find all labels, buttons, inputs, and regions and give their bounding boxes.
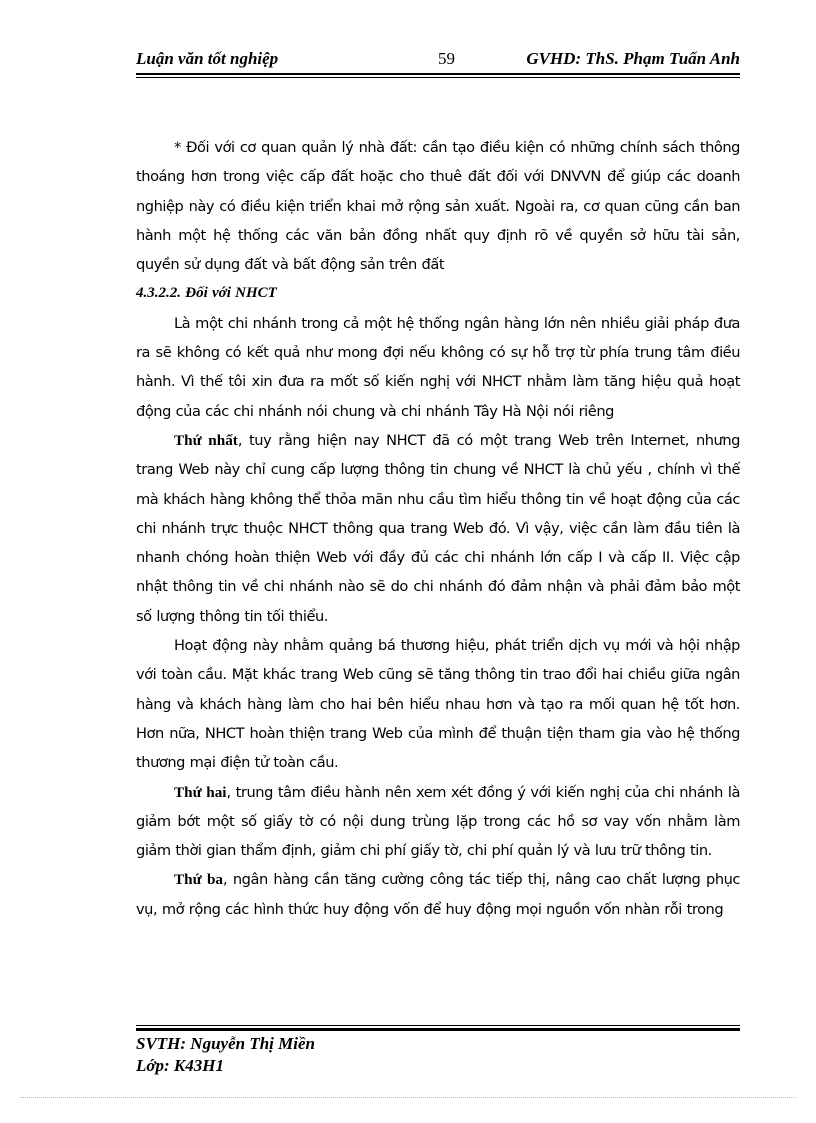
footer-rule-thick	[136, 1028, 740, 1031]
document-body	[136, 133, 740, 924]
page-edge-dotted-line	[20, 1097, 796, 1098]
lead-third: Thứ ba	[174, 871, 223, 889]
class-code: Lớp: K43H1	[136, 1056, 224, 1075]
section-heading: 4.3.2.2. Đối với NHCT	[136, 285, 277, 302]
thesis-title: Luận văn tốt nghiệp	[136, 49, 279, 68]
paragraph-second-text: , trung tâm điều hành nên xem xét đồng ý với kiến nghị của chi nhánh là giảm bớt một số giấy tờ có nội dung trùng lặp trong các hồ sơ vay vốn nhằm làm giảm thời gian thẩm định, giảm chi phí giấy tờ, chi phí quản lý và lưu trữ thông tin.	[136, 783, 740, 860]
student-name: SVTH: Nguyễn Thị Miền	[136, 1034, 315, 1053]
supervisor: GVHD: ThS. Phạm Tuấn Anh	[526, 49, 740, 68]
paragraph-land-agency: * Đối với cơ quan quản lý nhà đất: cần tạo điều kiện có những chính sách thông thoáng hơn trong việc cấp đất hoặc cho thuê đất đối với DNVVN để giúp các doanh nghiệp này có điều kiện triển khai mở rộng sản xuất. Ngoài ra, cơ quan cũng cần ban hành một hệ thống các văn bản đồng nhất quy định rõ về quyền sở hữu tài sản, quyền sử dụng đất và bất động sản trên đất	[136, 139, 740, 274]
paragraph-intro: Là một chi nhánh trong cả một hệ thống ngân hàng lớn nên nhiều giải pháp đưa ra sẽ không có kết quả như mong đợi nếu không có sự hỗ trợ từ phía trung tâm điều hành. Vì thế tôi xin đưa ra mốt số kiến nghị với NHCT nhằm làm tăng hiệu quả hoạt động của các chi nhánh nói chung và chi nhánh Tây Hà Nội nói riêng	[136, 314, 740, 420]
paragraph-activity: Hoạt động này nhằm quảng bá thương hiệu, phát triển dịch vụ mới và hội nhập với toàn cầu. Mặt khác trang Web cũng sẽ tăng thông tin trao đổi hai chiều giữa ngân hàng và khách hàng làm cho hai bên hiểu nhau hơn và tạo ra mối quan hệ tốt hơn. Hơn nữa, NHCT hoàn thiện trang Web của mình để thuận tiện tham gia vào hệ thống thương mại điện tử toàn cầu.	[136, 637, 740, 772]
footer-rule-thin	[136, 1025, 740, 1026]
paragraph-first-text: , tuy rằng hiện nay NHCT đã có một trang Web trên Internet, nhưng trang Web này chỉ cung cấp lượng thông tin chung về NHCT là chủ yếu , chính vì thế mà khách hàng không thể thỏa mãn nhu cầu tìm hiểu thông tin về hoạt động của các chi nhánh trực thuộc NHCT thông qua trang Web đó. Vì vậy, việc cần làm đầu tiên là nhanh chóng hoàn thiện Web với đầy đủ các chi nhánh lớn cấp I và cấp II. Việc cập nhật thông tin về chi nhánh nào sẽ do chi nhánh đó đảm nhận và phải đảm bảo một số lượng thông tin tối thiểu.	[136, 431, 740, 625]
paragraph-second	[136, 778, 740, 866]
page-footer	[136, 1033, 315, 1077]
lead-first: Thứ nhất	[174, 431, 238, 449]
lead-second: Thứ hai	[174, 783, 227, 801]
header-rule-thin	[136, 77, 740, 78]
page-header	[136, 48, 740, 72]
paragraph-first	[136, 426, 740, 631]
page-number: 59	[438, 49, 455, 68]
paragraph-third-text: , ngân hàng cần tăng cường công tác tiếp thị, nâng cao chất lượng phục vụ, mở rộng các hình thức huy động vốn để huy động mọi nguồn vốn nhàn rỗi trong	[136, 871, 741, 918]
header-rule-thick	[136, 73, 740, 75]
paragraph-third	[136, 865, 740, 924]
